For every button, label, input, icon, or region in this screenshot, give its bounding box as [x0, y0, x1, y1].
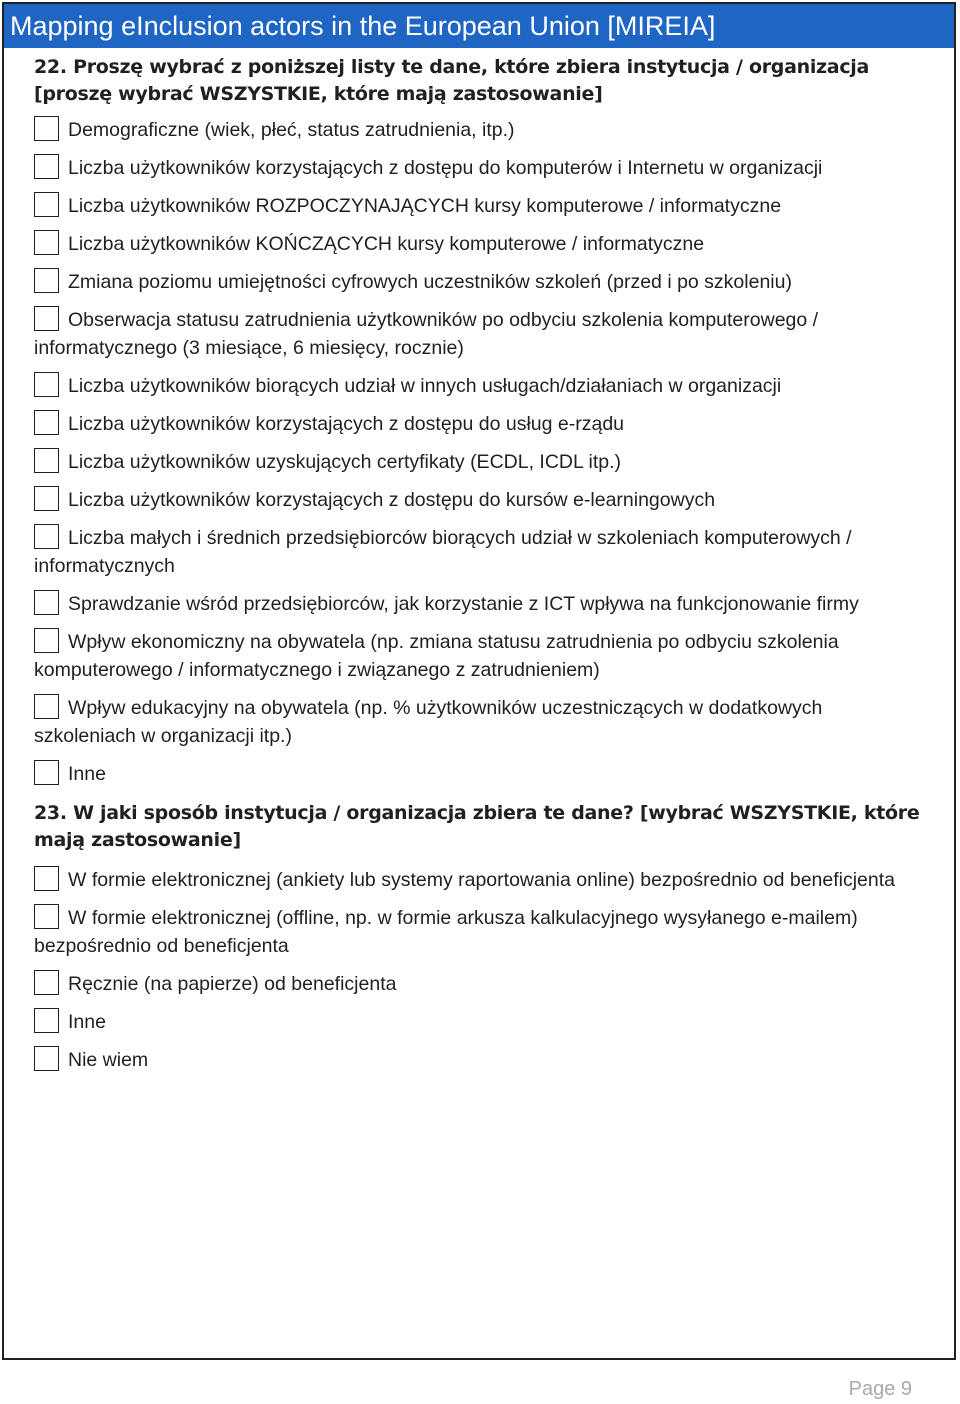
option-label: Liczba użytkowników KOŃCZĄCYCH kursy komputerowe / informatyczne — [68, 233, 705, 255]
question-22: 22. Proszę wybrać z poniższej listy te dane, które zbiera instytucja / organizacja [proszę wybrać WSZYSTKIE, które mają zastosowanie] — [34, 56, 870, 105]
option-label: Wpływ ekonomiczny na obywatela (np. zmiana statusu zatrudnienia po odbyciu szkolenia komputerowego / informatycznego i związanego z zatrudnieniem) — [34, 631, 839, 681]
option-label: W formie elektronicznej (offline, np. w formie arkusza kalkulacyjnego wysyłanego e-mailem) bezpośrednio od beneficjenta — [34, 907, 858, 957]
option-label: Wpływ edukacyjny na obywatela (np. % użytkowników uczestniczących w dodatkowych szkoleniach w organizacji itp.) — [34, 697, 823, 747]
option-label: Liczba użytkowników korzystających z dostępu do kursów e-learningowych — [68, 489, 716, 511]
option-label: Sprawdzanie wśród przedsiębiorców, jak korzystanie z ICT wpływa na funkcjonowanie firmy — [68, 593, 859, 615]
page-title: Mapping eInclusion actors in the European Union [MIREIA] — [4, 4, 954, 48]
checkbox[interactable] — [34, 116, 59, 141]
option-label: Zmiana poziomu umiejętności cyfrowych uczestników szkoleń (przed i po szkoleniu) — [68, 271, 792, 293]
option-label: Ręcznie (na papierze) od beneficjenta — [68, 973, 397, 995]
q22-option-skill-change[interactable] — [34, 268, 924, 296]
checkbox[interactable] — [34, 268, 59, 293]
checkbox[interactable] — [34, 410, 59, 435]
page-frame — [2, 2, 956, 1360]
checkbox[interactable] — [34, 486, 59, 511]
checkbox[interactable] — [34, 970, 59, 995]
checkbox[interactable] — [34, 694, 59, 719]
checkbox[interactable] — [34, 904, 59, 929]
option-label: Liczba użytkowników biorących udział w innych usługach/działaniach w organizacji — [68, 375, 782, 397]
option-label: Liczba małych i średnich przedsiębiorców biorących udział w szkoleniach komputerowych / informatycznych — [34, 527, 852, 577]
q22-option-ict-business-impact[interactable] — [34, 590, 924, 618]
option-label: Liczba użytkowników korzystających z dostępu do usług e-rządu — [68, 413, 625, 435]
q23-option-electronic-online[interactable] — [34, 866, 924, 894]
q23-option-electronic-offline[interactable] — [34, 904, 924, 960]
q23-option-paper[interactable] — [34, 970, 924, 998]
q22-option-economic-impact[interactable] — [34, 628, 924, 684]
q22-option-elearning[interactable] — [34, 486, 924, 514]
checkbox[interactable] — [34, 1008, 59, 1033]
q22-option-other-services[interactable] — [34, 372, 924, 400]
question-23: 23. W jaki sposób instytucja / organizacja zbiera te dane? [wybrać WSZYSTKIE, które mają zastosowanie] — [34, 802, 920, 851]
checkbox[interactable] — [34, 372, 59, 397]
q22-option-starting-courses[interactable] — [34, 192, 924, 220]
checkbox[interactable] — [34, 628, 59, 653]
checkbox[interactable] — [34, 306, 59, 331]
q22-option-sme-training[interactable] — [34, 524, 924, 580]
option-label: Obserwacja statusu zatrudnienia użytkowników po odbyciu szkolenia komputerowego / informatycznego (3 miesiące, 6 miesięcy, rocznie) — [34, 309, 819, 359]
option-label: Liczba użytkowników ROZPOCZYNAJĄCYCH kursy komputerowe / informatyczne — [68, 195, 782, 217]
checkbox[interactable] — [34, 448, 59, 473]
checkbox[interactable] — [34, 590, 59, 615]
survey-content — [34, 52, 924, 1084]
q22-option-educational-impact[interactable] — [34, 694, 924, 750]
option-label: Inne — [68, 763, 106, 785]
option-label: W formie elektronicznej (ankiety lub systemy raportowania online) bezpośrednio od beneficjenta — [68, 869, 896, 891]
q22-option-demographics[interactable] — [34, 116, 924, 144]
q22-option-egov-access[interactable] — [34, 410, 924, 438]
option-label: Liczba użytkowników uzyskujących certyfikaty (ECDL, ICDL itp.) — [68, 451, 622, 473]
q22-option-finishing-courses[interactable] — [34, 230, 924, 258]
option-label: Nie wiem — [68, 1049, 149, 1071]
checkbox[interactable] — [34, 524, 59, 549]
checkbox[interactable] — [34, 154, 59, 179]
option-label: Inne — [68, 1011, 106, 1033]
q22-option-computer-access[interactable] — [34, 154, 924, 182]
q23-option-dont-know[interactable] — [34, 1046, 924, 1074]
checkbox[interactable] — [34, 760, 59, 785]
q22-option-certificates[interactable] — [34, 448, 924, 476]
page-number: Page 9 — [848, 1378, 912, 1400]
checkbox[interactable] — [34, 1046, 59, 1071]
option-label: Liczba użytkowników korzystających z dostępu do komputerów i Internetu w organizacji — [68, 157, 823, 179]
q23-option-other[interactable] — [34, 1008, 924, 1036]
checkbox[interactable] — [34, 230, 59, 255]
q22-option-employment-tracking[interactable] — [34, 306, 924, 362]
q22-option-other[interactable] — [34, 760, 924, 788]
checkbox[interactable] — [34, 866, 59, 891]
option-label: Demograficzne (wiek, płeć, status zatrudnienia, itp.) — [68, 119, 515, 141]
checkbox[interactable] — [34, 192, 59, 217]
